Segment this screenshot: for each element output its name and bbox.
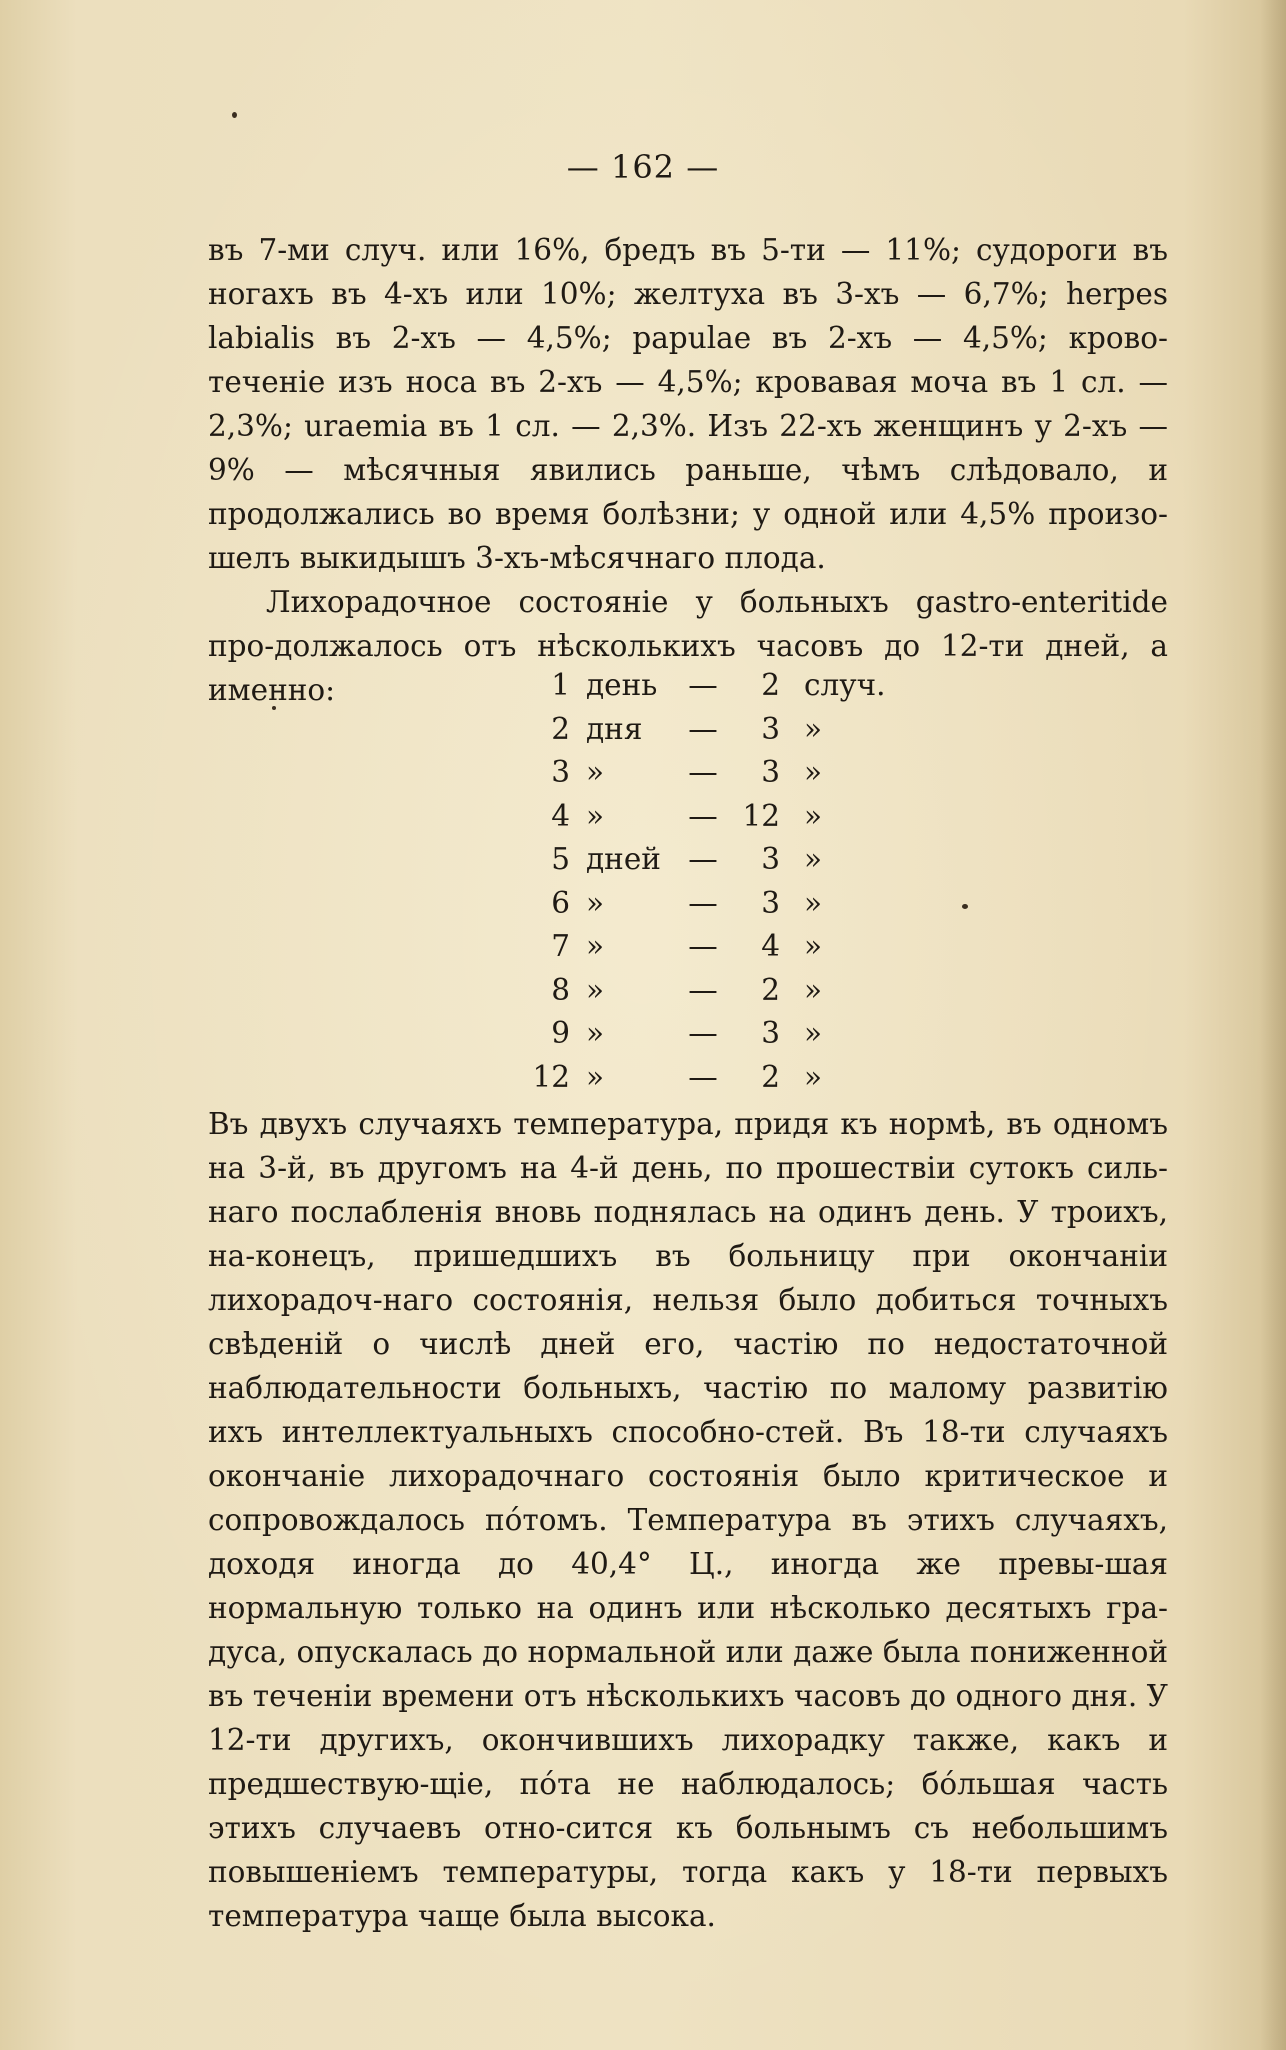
row-dash: — bbox=[688, 668, 718, 702]
fever-duration-table bbox=[520, 664, 886, 1099]
table-row bbox=[520, 882, 860, 926]
row-cases: 3 bbox=[761, 1016, 780, 1050]
row-suffix: » bbox=[804, 885, 823, 920]
row-days: 4 bbox=[551, 798, 570, 833]
row-suffix: » bbox=[804, 842, 823, 876]
text-block-lower bbox=[208, 1102, 1168, 1938]
paragraph-temperature: Въ двухъ случаяхъ температура, придя къ нормѣ, въ одномъ на 3-й, въ другомъ на 4-й день, по прошествіи сутокъ силь-наго послабленія вновь поднялась на одинъ день. У троихъ, на-конецъ, пришедшихъ въ больницу при окончаніи лихорадоч-наго состоянія, нельзя было добиться точныхъ свѣденій о числѣ дней его, частію по недостаточной наблюдательности больныхъ, частію по малому развитію ихъ интеллектуальныхъ способно-стей. Въ 18-ти случаяхъ окончаніе лихорадочнаго состоянія было критическое и сопровождалось пóтомъ. Температура въ этихъ случаяхъ, доходя иногда до 40,4° Ц., иногда же превы-шая нормальную только на одинъ или нѣсколько десятыхъ гра-дуса, опускалась до нормальной или даже была пониженной въ теченіи времени отъ нѣсколькихъ часовъ до одного дня. У 12-ти другихъ, окончившихъ лихорадку также, какъ и предшествую-щіе, пóта не наблюдалось; бóльшая часть этихъ случаевъ отно-сится къ больнымъ съ небольшимъ повышеніемъ температуры, тогда какъ у 18-ти первыхъ температура чаще была высока. bbox=[208, 1107, 1168, 1933]
table-row bbox=[520, 664, 886, 708]
row-dash: — bbox=[688, 972, 718, 1007]
page-edge-shadow bbox=[1260, 0, 1286, 2050]
row-cases: 3 bbox=[761, 755, 780, 789]
table-row bbox=[520, 1056, 860, 1100]
row-unit: » bbox=[586, 885, 605, 920]
row-cases: 2 bbox=[761, 1059, 780, 1094]
row-suffix: случ. bbox=[804, 668, 886, 702]
row-days: 6 bbox=[551, 885, 570, 920]
table-row bbox=[520, 708, 860, 752]
row-cases: 3 bbox=[761, 842, 780, 876]
row-dash: — bbox=[688, 885, 718, 920]
ink-speck bbox=[232, 112, 237, 118]
page-number: — 162 — bbox=[566, 148, 720, 186]
row-unit: дня bbox=[586, 711, 643, 746]
row-unit: » bbox=[586, 798, 605, 833]
row-days: 2 bbox=[551, 711, 570, 746]
paragraph-fever-duration: Лихорадочное состояніе у больныхъ gastro-enteritide про-должалось отъ нѣсколькихъ часовъ до 12-ти дней, а именно: bbox=[208, 585, 1168, 707]
row-suffix: » bbox=[804, 755, 823, 789]
row-cases: 4 bbox=[761, 929, 780, 963]
row-dash: — bbox=[688, 711, 718, 746]
table-row bbox=[520, 751, 860, 795]
row-days: 7 bbox=[551, 929, 570, 963]
row-cases: 12 bbox=[742, 798, 780, 833]
row-unit: дней bbox=[586, 842, 661, 876]
row-days: 8 bbox=[551, 972, 570, 1007]
row-unit: день bbox=[586, 668, 658, 702]
row-suffix: » bbox=[804, 1059, 823, 1094]
row-unit: » bbox=[586, 972, 605, 1007]
row-days: 5 bbox=[551, 842, 570, 876]
row-cases: 3 bbox=[761, 885, 780, 920]
row-dash: — bbox=[688, 755, 718, 789]
row-cases: 3 bbox=[761, 711, 780, 746]
row-cases: 2 bbox=[761, 668, 780, 702]
table-row bbox=[520, 795, 860, 839]
table-row bbox=[520, 838, 860, 882]
row-suffix: » bbox=[804, 1016, 823, 1050]
row-dash: — bbox=[688, 798, 718, 833]
row-dash: — bbox=[688, 1016, 718, 1050]
row-days: 1 bbox=[551, 668, 570, 702]
row-unit: » bbox=[586, 1016, 605, 1050]
row-unit: » bbox=[586, 755, 605, 789]
row-dash: — bbox=[688, 1059, 718, 1094]
table-row bbox=[520, 1012, 860, 1056]
paragraph-symptoms: въ 7-ми случ. или 16%, бредъ въ 5-ти — 11%; судороги въ ногахъ въ 4-хъ или 10%; желтуха въ 3-хъ — 6,7%; herpes labialis въ 2-хъ — 4,5%; papulae въ 2-хъ — 4,5%; крово-теченіе изъ носа въ 2-хъ — 4,5%; кровавая моча въ 1 сл. — 2,3%; uraemia въ 1 сл. — 2,3%. Изъ 22-хъ женщинъ у 2-хъ — 9% — мѣсячныя явились раньше, чѣмъ слѣдовало, и продолжались во время болѣзни; у одной или 4,5% произо-шелъ выкидышъ 3-хъ-мѣсячнаго плода. bbox=[208, 233, 1168, 575]
row-days: 3 bbox=[551, 755, 570, 789]
text-block-upper bbox=[208, 228, 1168, 712]
row-dash: — bbox=[688, 842, 718, 876]
row-suffix: » bbox=[804, 972, 823, 1007]
row-suffix: » bbox=[804, 798, 823, 833]
table-row bbox=[520, 969, 860, 1013]
row-suffix: » bbox=[804, 711, 823, 746]
row-unit: » bbox=[586, 929, 605, 963]
row-suffix: » bbox=[804, 929, 823, 963]
row-days: 9 bbox=[551, 1016, 570, 1050]
table-row bbox=[520, 925, 860, 969]
row-dash: — bbox=[688, 929, 718, 963]
row-days: 12 bbox=[532, 1059, 570, 1094]
ink-speck bbox=[962, 904, 968, 909]
row-cases: 2 bbox=[761, 972, 780, 1007]
row-unit: » bbox=[586, 1059, 605, 1094]
